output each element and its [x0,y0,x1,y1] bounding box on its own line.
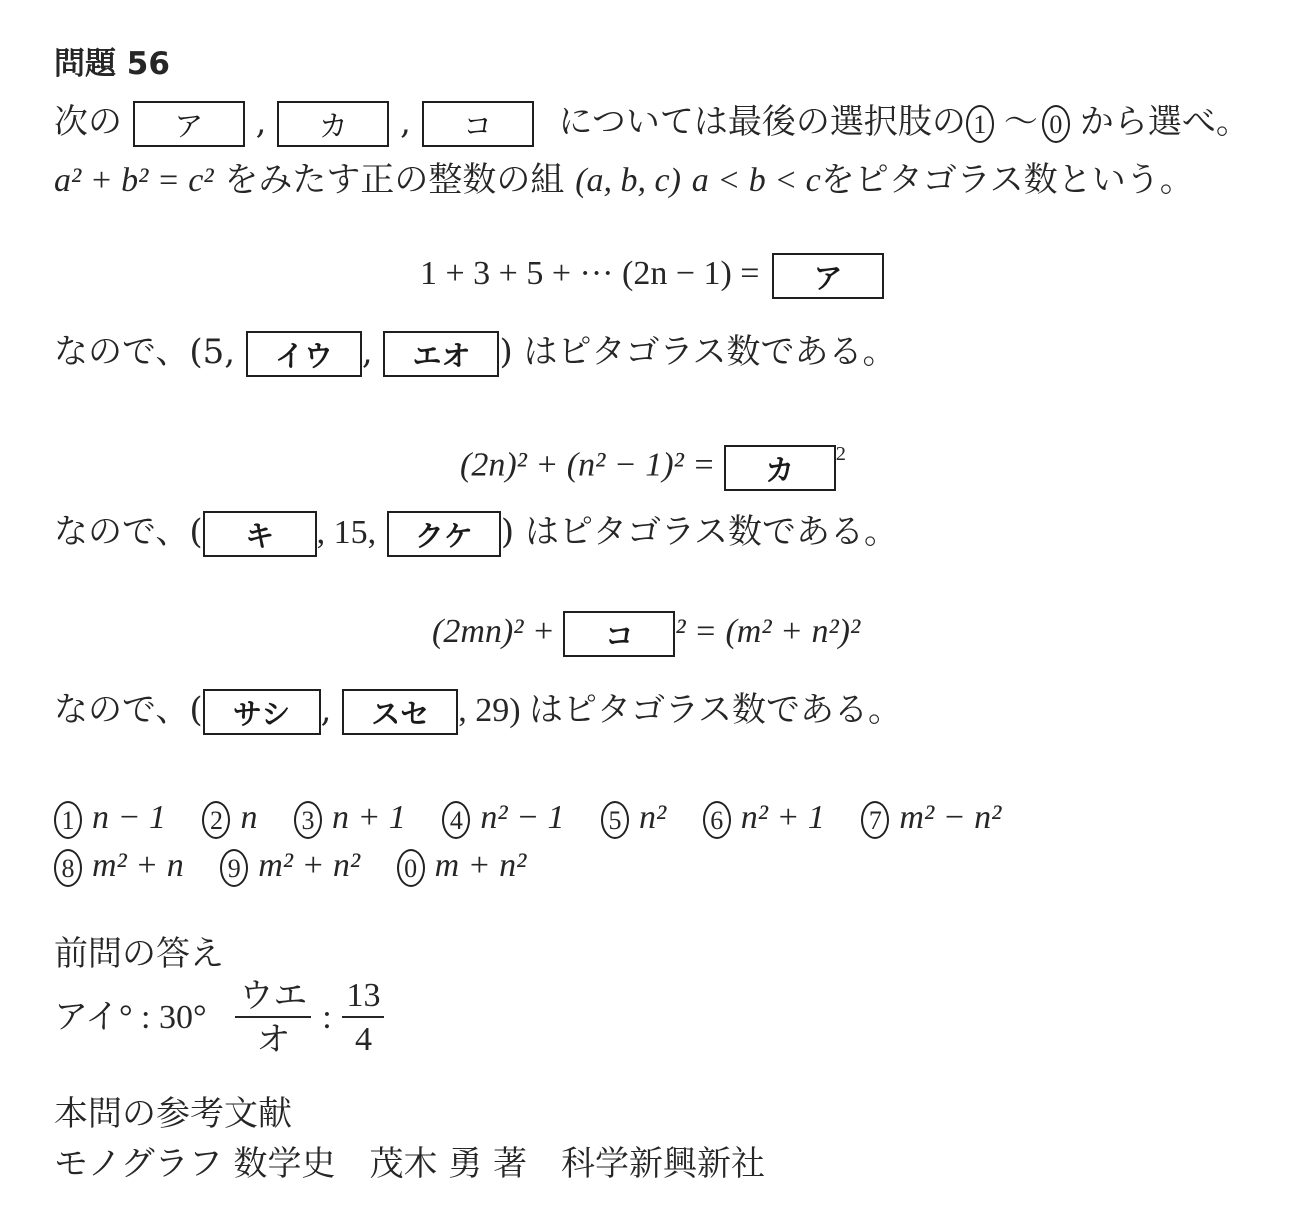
prev-answer-heading: 前問の答え [54,934,224,974]
circled-number-icon: 5 [601,801,629,839]
option-expr: m² + n [92,847,184,884]
option-1[interactable] [54,796,166,840]
fraction-label [235,976,311,1062]
instruction-suffix: から選べ。 [1079,102,1250,142]
instruction-prefix: 次の [54,102,122,142]
equation-3-lhs: (2mn)² + [432,613,555,650]
fraction-value-denominator: 4 [354,1021,372,1058]
pythagorean-equation: a² + b² = c² [54,162,214,199]
separator: , [320,690,332,730]
answer-box-a[interactable]: ア [133,101,245,147]
option-expr: n² − 1 [480,799,565,836]
triple-tuple: (a, b, c) [575,162,681,199]
order-condition: a < b < c [691,162,821,199]
circled-number-icon: 1 [966,105,994,143]
fraction-label-numerator: ウエ [235,976,311,1018]
fraction-label-denominator: オ [256,1020,291,1060]
circled-number-icon: 3 [294,801,322,839]
equation-1 [420,252,884,299]
separator: , [361,332,373,372]
option-2[interactable] [202,796,257,840]
option-4[interactable] [442,796,564,840]
circled-number-icon: 9 [220,849,248,887]
option-3[interactable] [294,796,406,840]
options-row-1 [54,796,1029,840]
conclusion-line-1 [54,330,897,377]
circled-number-icon: 6 [703,801,731,839]
line-prefix: なので、( [54,690,203,730]
instruction-middle: については最後の選択肢の [558,102,966,142]
definition-text: をみたす正の整数の組 [224,160,565,200]
option-expr: n [240,799,258,836]
separator: , [255,102,267,142]
option-5[interactable] [601,796,666,840]
options-row-2 [54,844,554,888]
answer-box-sashi[interactable]: サシ [203,689,321,735]
option-9[interactable] [220,844,360,888]
circled-number-icon: 0 [397,849,425,887]
option-expr: m² + n² [258,847,361,884]
circled-number-icon: 1 [54,801,82,839]
answer-box-iu[interactable]: イウ [246,331,362,377]
separator: , [400,102,411,142]
circled-number-icon: 7 [861,801,889,839]
answer-box-kuke[interactable]: クケ [387,511,501,557]
equation-3 [432,610,860,657]
line-prefix: なので、(5, [54,332,236,372]
option-expr: n² [639,799,667,836]
circled-number-icon: 0 [1042,105,1070,143]
option-expr: m + n² [434,847,527,884]
circled-number-icon: 2 [202,801,230,839]
line-suffix: , 29) はピタゴラス数である。 [458,692,903,729]
prev-answer-values [54,972,384,1062]
fraction-value-numerator: 13 [342,976,384,1018]
answer-box-ko[interactable]: コ [422,101,534,147]
answer-box-ka[interactable]: カ [277,101,389,147]
line-suffix: ) はピタゴラス数である。 [500,512,898,552]
line-suffix: ) はピタゴラス数である。 [499,332,897,372]
conclusion-line-3 [54,688,902,735]
option-expr: n − 1 [92,799,166,836]
option-expr: n² + 1 [740,799,825,836]
answer-box-a-eq[interactable]: ア [772,253,884,299]
exponent: 2 [835,443,846,465]
known-leg-15: , 15, [316,514,377,551]
option-6[interactable] [703,796,825,840]
equation-2 [460,432,846,491]
reference-heading: 本問の参考文献 [54,1094,292,1134]
line-prefix: なので、( [54,512,203,552]
option-8[interactable] [54,844,184,888]
option-0[interactable] [397,844,527,888]
answer-box-ki[interactable]: キ [203,511,317,557]
reference-text: モノグラフ 数学史 茂木 勇 著 科学新興新社 [54,1144,766,1184]
answer-box-ka-eq[interactable]: カ [724,445,836,491]
circled-number-icon: 8 [54,849,82,887]
angle-answer: アイ° : 30° [54,999,207,1036]
definition-line [54,158,1194,203]
answer-box-suse[interactable]: スセ [342,689,458,735]
equation-2-lhs: (2n)² + (n² − 1)² = [460,446,716,484]
answer-box-eo[interactable]: エオ [383,331,499,377]
colon: : [322,999,332,1036]
option-7[interactable] [861,796,1001,840]
option-expr: n + 1 [331,799,406,836]
definition-text-end: をピタゴラス数という。 [820,160,1194,200]
tilde: 〜 [1003,102,1038,142]
conclusion-line-2 [54,510,898,557]
fraction-value [342,976,384,1062]
option-expr: m² − n² [899,799,1002,836]
equation-3-rhs: ² = (m² + n²)² [675,613,861,650]
answer-box-ko-eq[interactable]: コ [563,611,675,657]
instruction-line [54,100,1250,147]
circled-number-icon: 4 [442,801,470,839]
equation-1-lhs: 1 + 3 + 5 + ··· (2n − 1) = [420,255,760,292]
problem-title: 問題 56 [54,46,170,82]
